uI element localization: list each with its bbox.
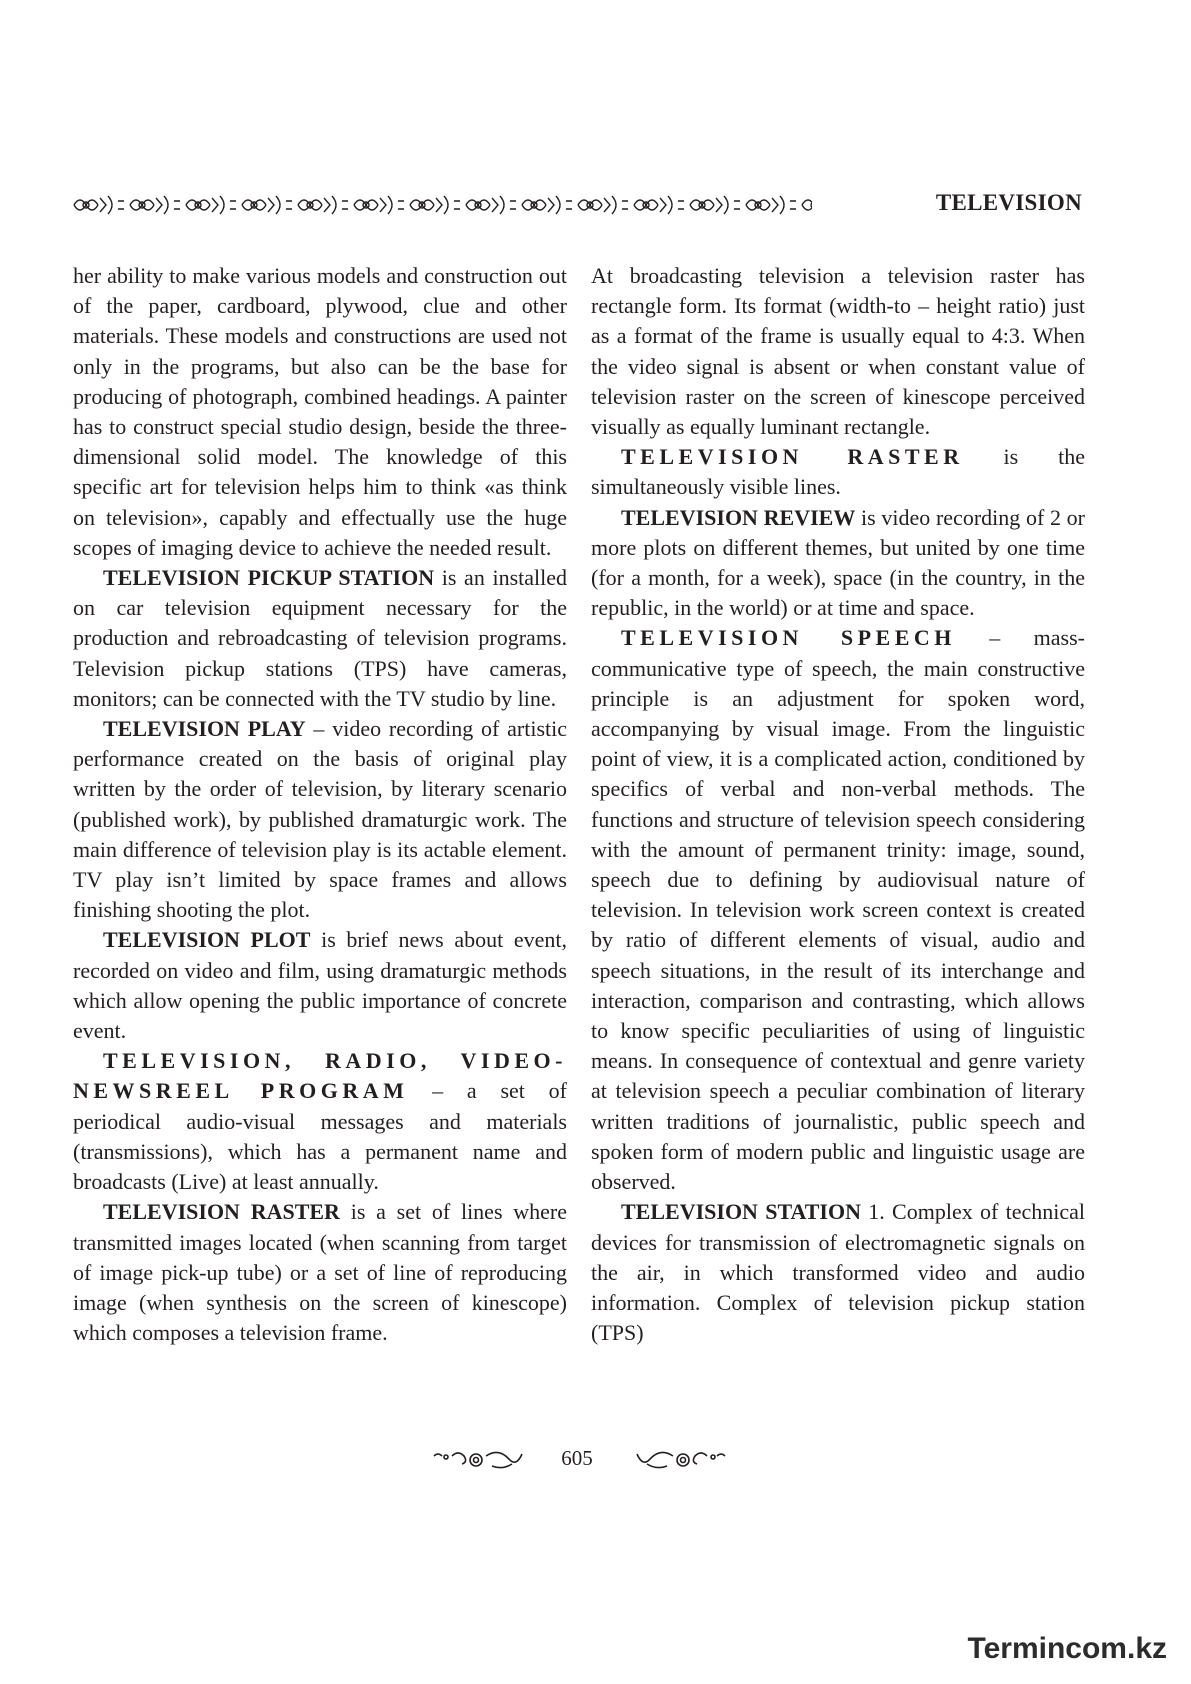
entry-paragraph [591,261,1085,442]
entry-body: her ability to make various models and construction out of the paper, cardboard, plywood, clue and other materials. These models and constructions are used not only in the programs, but also can be the base for producing of photograph, combined headings. A painter has to construct special studio design, beside the three-dimensional solid model. The knowledge of this specific art for television helps him to think «as think on television», capably and effectually use the huge scopes of imaging device to achieve the needed result. [73,263,567,560]
entry-paragraph [591,442,1085,502]
page-number: 605 [561,1446,593,1470]
site-watermark: Termincom.kz [967,1632,1167,1665]
right-column [591,261,1085,1348]
entry-body: – a set of periodical audio-visual messages and materials (transmissions), which has a permanent name and broadcasts (Live) at least annually. [73,1078,567,1195]
footer-ornament-left-icon [432,1448,524,1472]
entry-body: is brief news about event, recorded on video and film, using dramaturgic methods which allow opening the public importance of concrete event. [73,927,568,1044]
entry-term: TELEVISION STATION [621,1199,861,1225]
entry-term: TELEVISION RASTER [103,1199,340,1225]
entry-body: is an installed on car television equipment necessary for the production and rebroadcasting of television programs. Television pickup stations (TPS) have cameras, monitors; can be connected with the TV studio by line. [73,565,568,711]
entry-term: TELEVISION RASTER [621,444,964,470]
entry-body: – video recording of artistic performance created on the basis of original play written by the order of television, by literary scenario (published work), by published dramaturgic work. The main difference of television play is its actable element. TV play isn’t limited by space frames and allows finishing shooting the plot. [73,716,567,923]
entry-body: is the simultaneously visible lines. [591,444,1085,500]
entry-body: – mass-communicative type of speech, the main constructive principle is an adjustment for spoken word, accompanying by visual image. From the linguistic point of view, it is a complicated action, conditioned by specifics of verbal and non-verbal methods. The functions and structure of television speech considering with the amount of permanent trinity: image, sound, speech due to defining by audiovisual nature of television. In television work screen context is created by ratio of different elements of visual, audio and speech situations, in the result of its interchange and interaction, comparison and contrasting, which allows to know specific peculiarities of using of linguistic means. In consequence of contextual and genre variety at television speech a peculiar combination of literary written traditions of journalistic, public speech and spoken form of modern public and linguistic usage are observed. [591,625,1086,1195]
entry-paragraph [73,563,567,714]
entry-term: TELEVISION PLAY [103,716,306,742]
entry-body: At broadcasting television a television raster has rectangle form. Its format (width-to – height ratio) just as a format of the frame is usually equal to 4:3. When the video signal is absent or when constant value of television raster on the screen of kinescope perceived visually as equally luminant rectangle. [591,263,1085,440]
entry-paragraph [73,925,567,1046]
entry-body: is video recording of 2 or more plots on different themes, but united by one time (for a month, for a week), space (in the country, in the republic, in the world) or at time and space. [591,504,1085,621]
entry-term: TELEVISION PICKUP STATION [103,565,435,591]
page-footer [0,1446,1191,1476]
entry-term: TELEVISION PLOT [103,927,311,953]
entry-paragraph [73,1046,567,1197]
entry-paragraph [73,1197,567,1348]
entry-term: TELEVISION SPEECH [621,625,956,651]
entry-term: TELEVISION REVIEW [621,504,856,530]
ornament-band-icon [72,192,812,218]
entry-paragraph [591,1197,1085,1348]
entry-paragraph [73,714,567,925]
left-column [73,261,567,1348]
entry-paragraph [591,623,1085,1197]
running-head: TELEVISION [935,190,1082,215]
entry-paragraph [73,261,567,563]
entry-body: 1. Complex of technical devices for transmission of electromagnetic signals on the air, in which transformed video and audio information. Complex of television pickup station (TPS) [591,1199,1085,1346]
page-header [72,186,1082,226]
entry-body: is a set of lines where transmitted images located (when scanning from target of image pick-up tube) or a set of line of reproducing image (when synthesis on the screen of kinescope) which composes a television frame. [73,1199,568,1346]
entry-paragraph [591,503,1085,624]
entry-term: TELEVISION, RADIO, VIDEO-NEWSREEL PROGRAM [73,1048,567,1104]
footer-ornament-right-icon [635,1448,727,1472]
